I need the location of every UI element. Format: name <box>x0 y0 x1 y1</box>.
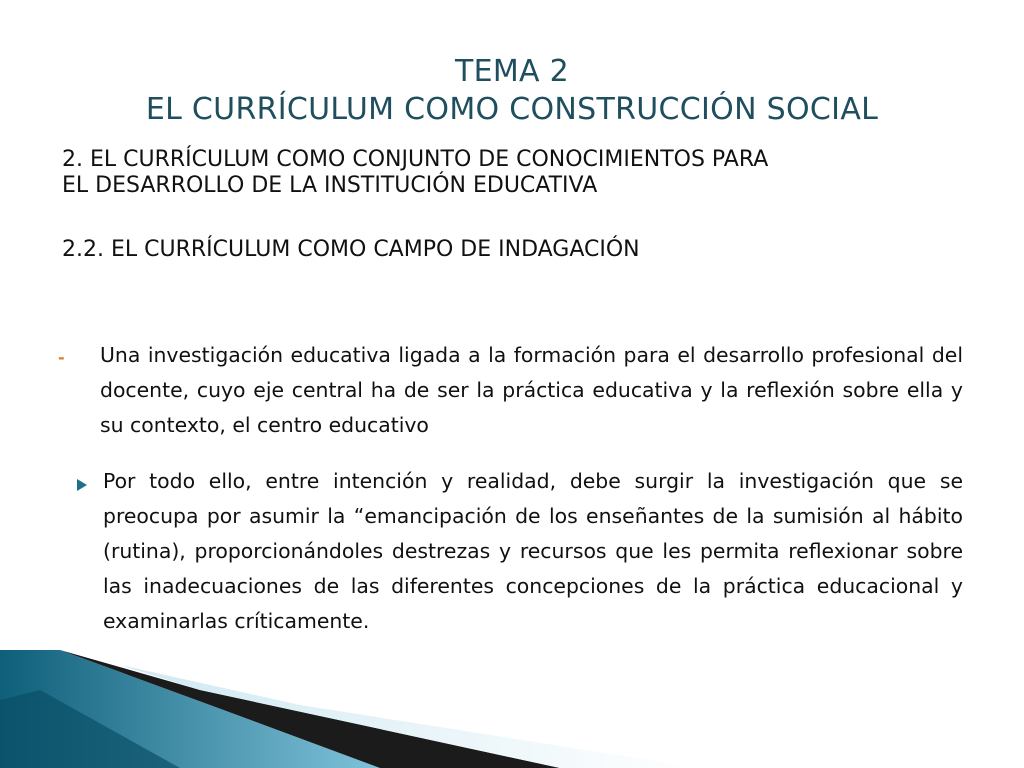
section-heading-line2: EL DESARROLLO DE LA INSTITUCIÓN EDUCATIVA <box>62 173 598 198</box>
section-heading <box>62 147 962 199</box>
bullet-paragraph-1: Una investigación educativa ligada a la formación para el desarrollo profesional del docente, cuyo eje central ha de ser la práctica educativa y la reflexión sobre ella y su contexto, el centro educativo <box>100 343 963 437</box>
slide-title-line2: EL CURRÍCULUM COMO CONSTRUCCIÓN SOCIAL <box>145 92 879 127</box>
bullet-paragraph-2: Por todo ello, entre intención y realidad, debe surgir la investigación que se preocupa por asumir la “emancipación de los enseñantes de la sumisión al hábito (rutina), proporcionándoles destrezas y recursos que les permita reflexionar sobre las inadecuaciones de las diferentes concepciones de la práctica educacional y examinarlas críticamente. <box>103 469 963 633</box>
slide-title-line1: TEMA 2 <box>454 54 570 89</box>
triangle-right-icon <box>76 478 88 492</box>
section-heading-line1: 2. EL CURRÍCULUM COMO CONJUNTO DE CONOCIMIENTOS PARA <box>62 147 769 172</box>
dash-bullet-icon: - <box>58 348 65 367</box>
subsection-heading: 2.2. EL CURRÍCULUM COMO CAMPO DE INDAGACIÓN <box>62 237 640 262</box>
